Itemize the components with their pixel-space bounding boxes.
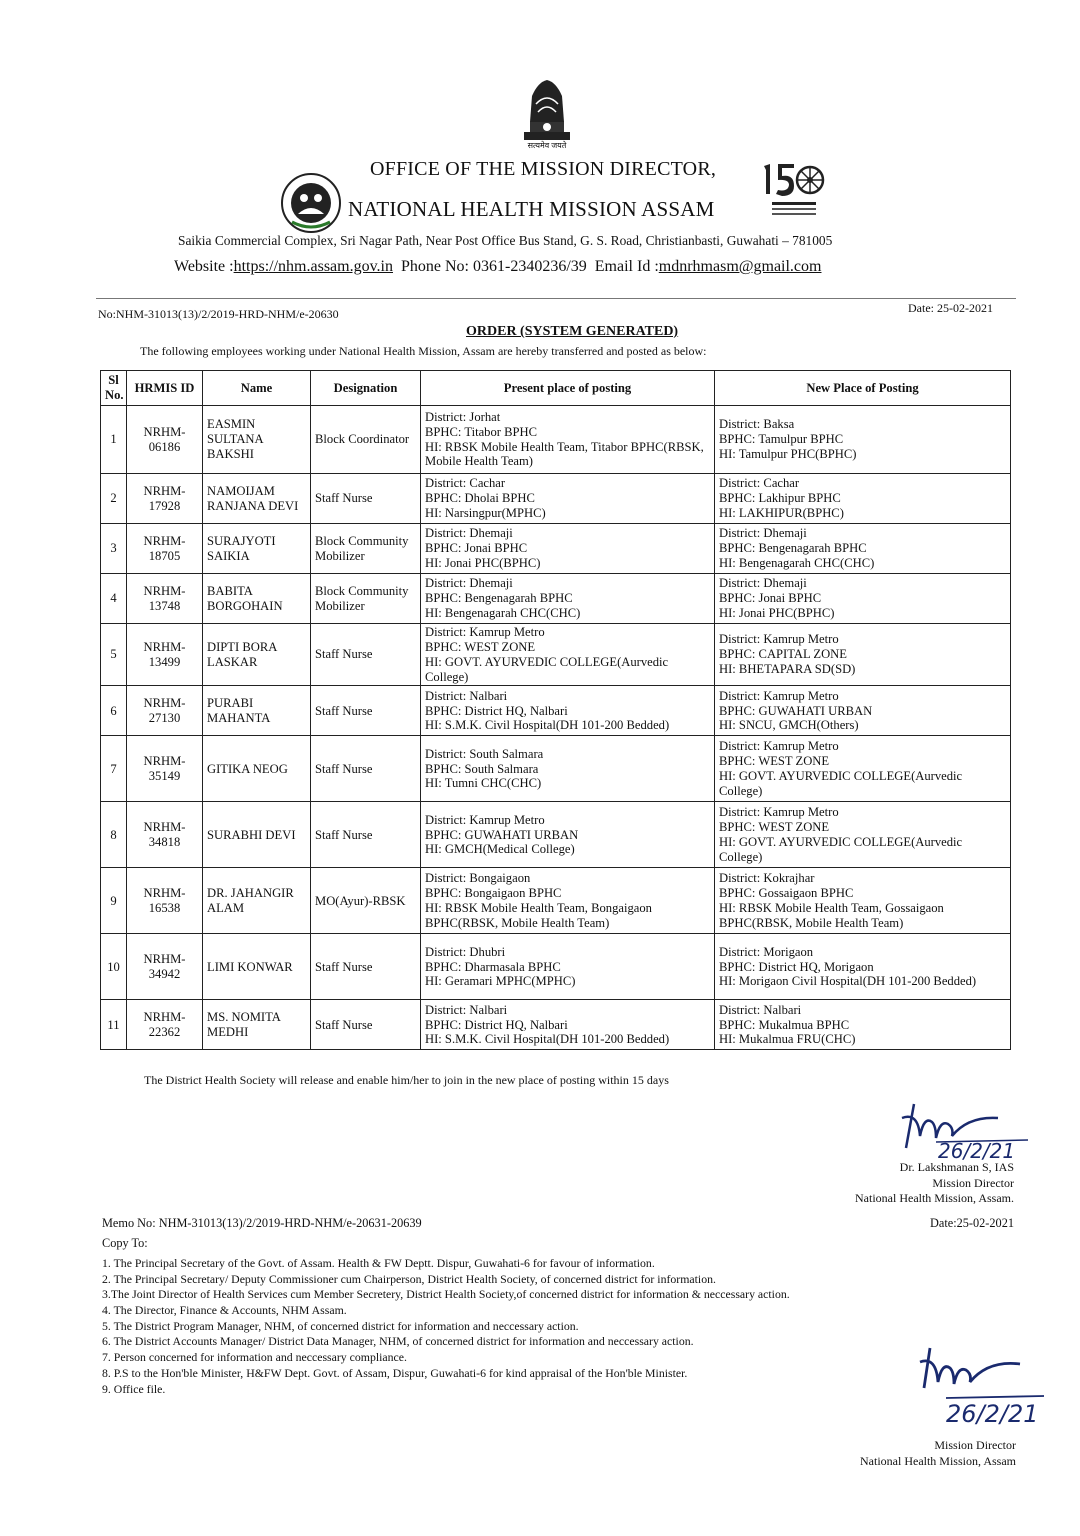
table-row (101, 524, 1011, 574)
table-row (101, 406, 1011, 474)
cell-name: DR. JAHANGIR ALAM (203, 868, 311, 934)
email-label: Email Id : (594, 258, 659, 275)
cell-sl: 11 (101, 1000, 127, 1050)
cell-present-posting (421, 474, 715, 524)
posting-line: BPHC: Titabor BPHC (425, 424, 537, 439)
posting-line: District: Kamrup Metro (425, 625, 545, 639)
cell-present-posting (421, 686, 715, 736)
cell-designation: Staff Nurse (311, 934, 421, 1000)
cell-sl: 10 (101, 934, 127, 1000)
posting-line: District: Kamrup Metro (719, 739, 839, 754)
copy-to-list (102, 1256, 790, 1397)
list-item: 1. The Principal Secretary of the Govt. of Assam. Health & FW Deptt. Dispur, Guwahati-6 for favour of information. (102, 1256, 655, 1270)
cell-present-posting (421, 934, 715, 1000)
posting-line: HI: S.M.K. Civil Hospital(DH 101-200 Bedded) (425, 1032, 670, 1047)
cell-name: LIMI KONWAR (203, 934, 311, 1000)
cell-new-posting (715, 868, 1011, 934)
posting-line: BPHC: Jonai BPHC (719, 591, 822, 606)
second-signature-date: 26/2/21 (946, 1400, 1039, 1428)
cell-new-posting (715, 574, 1011, 624)
col-header-designation: Designation (311, 371, 421, 406)
table-row (101, 802, 1011, 868)
cell-hrmis-id: NRHM-35149 (127, 736, 203, 802)
posting-line: District: Kamrup Metro (425, 812, 545, 827)
cell-designation: Staff Nurse (311, 1000, 421, 1050)
posting-line: BPHC: GUWAHATI URBAN (425, 827, 579, 842)
cell-hrmis-id: NRHM-22362 (127, 1000, 203, 1050)
posting-line: HI: GOVT. AYURVEDIC COLLEGE(Aurvedic College) (719, 834, 963, 864)
cell-new-posting (715, 406, 1011, 474)
list-item: 8. P.S to the Hon'ble Minister, H&FW Dept. Govt. of Assam, Dispur, Guwahati-6 for kind appraisal of the Hon'ble Minister. (102, 1365, 688, 1380)
cell-name: EASMIN SULTANA BAKSHI (203, 406, 311, 474)
table-row (101, 1000, 1011, 1050)
posting-line: District: Bongaigaon (425, 871, 531, 886)
order-intro: The following employees working under National Health Mission, Assam are hereby transferred and posted as below: (140, 344, 707, 358)
list-item: 2. The Principal Secretary/ Deputy Commissioner cum Chairperson, District Health Society, of concerned district for information. (102, 1271, 716, 1286)
posting-line: BPHC: Bengenagarah BPHC (719, 541, 867, 556)
table-row (101, 574, 1011, 624)
cell-hrmis-id: NRHM-34942 (127, 934, 203, 1000)
cell-new-posting (715, 686, 1011, 736)
office-title: OFFICE OF THE MISSION DIRECTOR, (370, 158, 717, 180)
cell-designation: Staff Nurse (311, 686, 421, 736)
list-item: 3.The Joint Director of Health Services cum Member Secretery, District Health Society,of concerned district for information & neccessary action. (102, 1287, 790, 1302)
order-date: Date: 25-02-2021 (908, 301, 993, 315)
memo-number: Memo No: NHM-31013(13)/2/2019-HRD-NHM/e-20631-20639 (102, 1216, 422, 1230)
second-signatory-org: National Health Mission, Assam (860, 1453, 1016, 1468)
cell-hrmis-id: NRHM-34818 (127, 802, 203, 868)
cell-name: GITIKA NEOG (203, 736, 311, 802)
second-signatory-title: Mission Director (934, 1438, 1016, 1452)
col-header-new-posting: New Place of Posting (715, 371, 1011, 406)
signature-date: 26/2/21 (938, 1139, 1016, 1163)
posting-line: BPHC: Jonai BPHC (425, 541, 528, 556)
email-link[interactable]: mdnrhmasm@gmail.com (658, 258, 822, 275)
list-item: 9. Office file. (102, 1381, 166, 1396)
cell-name: SURABHI DEVI (203, 802, 311, 868)
posting-line: HI: GOVT. AYURVEDIC COLLEGE(Aurvedic College) (719, 768, 963, 798)
posting-line: BPHC: CAPITAL ZONE (719, 647, 847, 662)
posting-line: District: Nalbari (719, 1002, 802, 1017)
posting-line: HI: S.M.K. Civil Hospital(DH 101-200 Bedded) (425, 718, 670, 733)
cell-new-posting (715, 934, 1011, 1000)
posting-line: District: South Salmara (425, 746, 544, 761)
cell-present-posting (421, 624, 715, 686)
cell-designation: MO(Ayur)-RBSK (311, 868, 421, 934)
website-label: Website : (174, 258, 234, 275)
nhm-logo-icon (280, 172, 342, 234)
posting-line: HI: RBSK Mobile Health Team, Bongaigaon BPHC(RBSK, Mobile Health Team) (425, 900, 652, 930)
posting-line: District: Jorhat (425, 409, 501, 424)
col-header-hrmis-id: HRMIS ID (127, 371, 203, 406)
col-header-sl: Sl No. (101, 371, 127, 406)
table-row (101, 474, 1011, 524)
list-item: 6. The District Accounts Manager/ District Data Manager, NHM, of concerned district for information and neccessary action. (102, 1334, 694, 1349)
cell-designation: Staff Nurse (311, 736, 421, 802)
posting-line: HI: Geramari MPHC(MPHC) (425, 974, 576, 989)
cell-hrmis-id: NRHM-13748 (127, 574, 203, 624)
posting-line: HI: Jonai PHC(BPHC) (719, 605, 835, 620)
memo-date: Date:25-02-2021 (929, 1216, 1014, 1230)
posting-line: District: Cachar (719, 476, 800, 491)
order-number: No:NHM-31013(13)/2/2019-HRD-NHM/e-20630 (98, 307, 339, 321)
posting-line: HI: LAKHIPUR(BPHC) (719, 505, 844, 520)
cell-designation: Staff Nurse (311, 624, 421, 686)
posting-line: HI: RBSK Mobile Health Team, Titabor BPHC(RBSK, Mobile Health Team) (425, 439, 704, 469)
posting-line: HI: RBSK Mobile Health Team, Gossaigaon BPHC(RBSK, Mobile Health Team) (719, 900, 944, 930)
list-item: 7. Person concerned for information and neccessary compliance. (102, 1350, 407, 1365)
posting-line: HI: Bengenagarah CHC(CHC) (719, 555, 875, 570)
cell-sl: 9 (101, 868, 127, 934)
order-title: ORDER (SYSTEM GENERATED) (466, 324, 679, 339)
cell-designation: Block Coordinator (311, 406, 421, 474)
posting-line: HI: Tumni CHC(CHC) (425, 776, 542, 791)
posting-line: HI: BHETAPARA SD(SD) (719, 662, 856, 677)
cell-hrmis-id: NRHM-18705 (127, 524, 203, 574)
table-row (101, 624, 1011, 686)
cell-present-posting (421, 406, 715, 474)
posting-line: HI: Mukalmua FRU(CHC) (719, 1032, 856, 1047)
posting-line: BPHC: Bengenagarah BPHC (425, 591, 573, 606)
cell-designation: Staff Nurse (311, 802, 421, 868)
table-row (101, 686, 1011, 736)
posting-line: BPHC: Dharmasala BPHC (425, 959, 561, 974)
table-body (101, 406, 1011, 1050)
posting-line: BPHC: Bongaigaon BPHC (425, 886, 562, 901)
cell-new-posting (715, 1000, 1011, 1050)
cell-new-posting (715, 736, 1011, 802)
release-note: The District Health Society will release and enable him/her to join in the new place of posting within 15 days (144, 1073, 669, 1087)
cell-hrmis-id: NRHM-16538 (127, 868, 203, 934)
posting-line: District: Kamrup Metro (719, 805, 839, 820)
posting-line: BPHC: District HQ, Nalbari (425, 703, 568, 718)
cell-sl: 8 (101, 802, 127, 868)
posting-line: District: Cachar (425, 476, 506, 491)
contact-line (174, 258, 821, 276)
cell-new-posting (715, 474, 1011, 524)
cell-designation: Staff Nurse (311, 474, 421, 524)
posting-line: HI: Bengenagarah CHC(CHC) (425, 605, 581, 620)
cell-present-posting (421, 524, 715, 574)
table-row (101, 868, 1011, 934)
posting-line: District: Dhemaji (719, 576, 807, 591)
posting-line: HI: SNCU, GMCH(Others) (719, 718, 859, 733)
posting-line: HI: Jonai PHC(BPHC) (425, 555, 541, 570)
cell-hrmis-id: NRHM-27130 (127, 686, 203, 736)
posting-line: BPHC: South Salmara (425, 761, 539, 776)
cell-present-posting (421, 1000, 715, 1050)
posting-line: District: Dhemaji (719, 526, 807, 541)
posting-line: District: Baksa (719, 417, 795, 432)
phone-number: Phone No: 0361-2340236/39 (401, 258, 587, 275)
col-header-name: Name (203, 371, 311, 406)
posting-line: BPHC: Lakhipur BPHC (719, 491, 841, 506)
posting-line: BPHC: District HQ, Nalbari (425, 1017, 568, 1032)
copy-to-label: Copy To: (102, 1236, 148, 1250)
posting-line: HI: Tamulpur PHC(BPHC) (719, 446, 857, 461)
cell-name: SURAJYOTI SAIKIA (203, 524, 311, 574)
posting-line: BPHC: Mukalmua BPHC (719, 1017, 850, 1032)
cell-new-posting (715, 802, 1011, 868)
cell-sl: 2 (101, 474, 127, 524)
cell-hrmis-id: NRHM-06186 (127, 406, 203, 474)
cell-sl: 6 (101, 686, 127, 736)
signature-image (898, 1096, 1048, 1166)
website-link[interactable]: https://nhm.assam.gov.in (233, 258, 393, 275)
cell-hrmis-id: NRHM-17928 (127, 474, 203, 524)
cell-new-posting (715, 524, 1011, 574)
posting-line: District: Kamrup Metro (719, 688, 839, 703)
posting-line: District: Dhemaji (425, 526, 513, 541)
transfer-table (100, 370, 1011, 1050)
cell-name: MS. NOMITA MEDHI (203, 1000, 311, 1050)
cell-present-posting (421, 574, 715, 624)
posting-line: BPHC: WEST ZONE (425, 639, 536, 654)
posting-line: District: Kokrajhar (719, 871, 815, 886)
cell-name: DIPTI BORA LASKAR (203, 624, 311, 686)
posting-line: District: Nalbari (425, 1002, 508, 1017)
cell-designation: Block Community Mobilizer (311, 524, 421, 574)
posting-line: BPHC: Tamulpur BPHC (719, 432, 844, 447)
cell-sl: 5 (101, 624, 127, 686)
table-row (101, 736, 1011, 802)
posting-line: HI: Narsingpur(MPHC) (425, 505, 546, 520)
cell-present-posting (421, 868, 715, 934)
table-header-row (101, 371, 1011, 406)
posting-line: District: Nalbari (425, 688, 508, 703)
posting-line: HI: GOVT. AYURVEDIC COLLEGE(Aurvedic College) (425, 654, 669, 684)
posting-line: District: Dhubri (425, 944, 506, 959)
col-header-present-posting: Present place of posting (421, 371, 715, 406)
posting-line: BPHC: Gossaigaon BPHC (719, 886, 854, 901)
table-row (101, 934, 1011, 1000)
second-signatory-block (860, 1438, 1016, 1469)
posting-line: District: Dhemaji (425, 576, 513, 591)
cell-present-posting (421, 736, 715, 802)
cell-sl: 3 (101, 524, 127, 574)
signatory-org: National Health Mission, Assam. (855, 1191, 1014, 1206)
cell-sl: 4 (101, 574, 127, 624)
cell-name: PURABI MAHANTA (203, 686, 311, 736)
emblem-caption: सत्यमेव जयते (527, 141, 567, 150)
posting-line: HI: Morigaon Civil Hospital(DH 101-200 Bedded) (719, 974, 977, 989)
list-item: 5. The District Program Manager, NHM, of concerned district for information and neccessary action. (102, 1318, 579, 1333)
cell-name: BABITA BORGOHAIN (203, 574, 311, 624)
posting-line: BPHC: GUWAHATI URBAN (719, 703, 873, 718)
cell-present-posting (421, 802, 715, 868)
150-years-anniversary-logo-icon (760, 160, 828, 218)
second-signature-image (916, 1338, 1056, 1442)
list-item: 4. The Director, Finance & Accounts, NHM Assam. (102, 1303, 347, 1318)
cell-designation: Block Community Mobilizer (311, 574, 421, 624)
cell-new-posting (715, 624, 1011, 686)
posting-line: BPHC: District HQ, Morigaon (719, 959, 874, 974)
posting-line: BPHC: WEST ZONE (719, 754, 830, 769)
posting-line: BPHC: Dholai BPHC (425, 491, 535, 506)
posting-line: District: Kamrup Metro (719, 632, 839, 647)
posting-line: BPHC: WEST ZONE (719, 820, 830, 835)
posting-line: District: Morigaon (719, 944, 814, 959)
posting-line: HI: GMCH(Medical College) (425, 842, 575, 857)
signatory-title: Mission Director (932, 1175, 1014, 1190)
cell-sl: 1 (101, 406, 127, 474)
office-address: Saikia Commercial Complex, Sri Nagar Path, Near Post Office Bus Stand, G. S. Road, Christianbasti, Guwahati – 781005 (178, 233, 833, 248)
signatory-block (855, 1160, 1014, 1207)
cell-sl: 7 (101, 736, 127, 802)
header-divider (96, 298, 1016, 299)
cell-name: NAMOIJAM RANJANA DEVI (203, 474, 311, 524)
signatory-name: Dr. Lakshmanan S, IAS (899, 1160, 1014, 1174)
cell-hrmis-id: NRHM-13499 (127, 624, 203, 686)
organization-title: NATIONAL HEALTH MISSION ASSAM (348, 197, 715, 221)
